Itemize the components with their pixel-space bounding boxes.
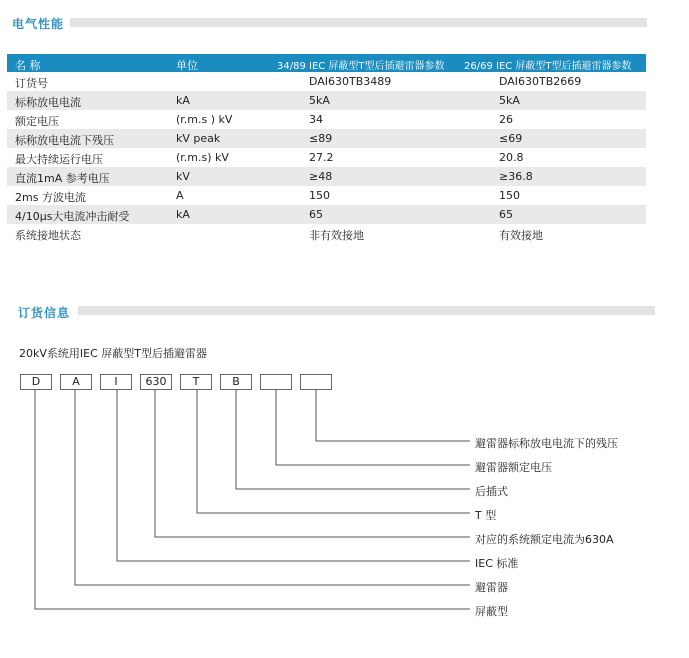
cell-unit: (r.m.s ) kV — [176, 113, 233, 126]
code-box-d: D — [20, 374, 52, 390]
connector-line — [35, 390, 470, 609]
cell-value-2669: DAI630TB2669 — [499, 75, 582, 88]
header-name: 名 称 — [15, 59, 41, 72]
ordering-section-title: 订货信息 — [18, 306, 71, 320]
cell-name: 直流1mA 参考电压 — [15, 172, 110, 185]
cell-unit: A — [176, 189, 184, 202]
cell-unit: kV — [176, 170, 190, 183]
connector-line — [236, 390, 470, 489]
legend-label: 避雷器 — [475, 581, 508, 594]
cell-name: 标称放电电流 — [15, 96, 81, 109]
connector-line — [197, 390, 470, 513]
cell-value-3489: DAI630TB3489 — [309, 75, 392, 88]
cell-value-2669: 有效接地 — [499, 229, 543, 242]
connector-line — [155, 390, 470, 537]
legend-label: 避雷器标称放电电流下的残压 — [475, 437, 618, 450]
cell-value-3489: 65 — [309, 208, 323, 221]
cell-value-3489: ≥48 — [309, 170, 333, 183]
cell-unit: (r.m.s) kV — [176, 151, 229, 164]
cell-value-2669: 26 — [499, 113, 513, 126]
legend-label: 对应的系统额定电流为630A — [475, 533, 614, 546]
cell-value-3489: 非有效接地 — [309, 229, 364, 242]
cell-value-2669: 5kA — [499, 94, 520, 107]
cell-value-2669: 20.8 — [499, 151, 524, 164]
cell-unit: kA — [176, 208, 190, 221]
cell-name: 订货号 — [15, 77, 48, 90]
cell-name: 系统接地状态 — [15, 229, 81, 242]
code-box-t: T — [180, 374, 212, 390]
cell-unit: kV peak — [176, 132, 221, 145]
code-box-voltage — [260, 374, 292, 390]
connector-line — [75, 390, 470, 585]
cell-name: 4/10μs大电流冲击耐受 — [15, 210, 130, 223]
legend-label: 屏蔽型 — [475, 605, 508, 618]
code-box-i: I — [100, 374, 132, 390]
cell-value-3489: 27.2 — [309, 151, 334, 164]
connector-line — [276, 390, 470, 465]
header-2669: 26/69 IEC 屏蔽型T型后插避雷器参数 — [464, 61, 632, 72]
cell-value-3489: ≤89 — [309, 132, 333, 145]
cell-unit: kA — [176, 94, 190, 107]
code-box-residual — [300, 374, 332, 390]
code-box-a: A — [60, 374, 92, 390]
code-box-b: B — [220, 374, 252, 390]
ordering-subtitle: 20kV系统用IEC 屏蔽型T型后插避雷器 — [19, 347, 207, 360]
connector-line — [117, 390, 470, 561]
legend-label: 后插式 — [475, 485, 508, 498]
connector-line — [316, 390, 470, 441]
header-3489: 34/89 IEC 屏蔽型T型后插避雷器参数 — [277, 61, 445, 72]
cell-value-3489: 150 — [309, 189, 330, 202]
legend-label: T 型 — [475, 509, 497, 522]
cell-value-3489: 5kA — [309, 94, 330, 107]
legend-label: 避雷器额定电压 — [475, 461, 552, 474]
header-unit: 单位 — [176, 59, 198, 72]
cell-value-2669: 65 — [499, 208, 513, 221]
electrical-section-title: 电气性能 — [12, 17, 65, 31]
cell-name: 标称放电电流下残压 — [15, 134, 114, 147]
legend-label: IEC 标准 — [475, 557, 519, 570]
code-box-630: 630 — [140, 374, 172, 390]
cell-value-2669: ≥36.8 — [499, 170, 533, 183]
cell-value-2669: ≤69 — [499, 132, 523, 145]
cell-name: 2ms 方波电流 — [15, 191, 86, 204]
cell-value-3489: 34 — [309, 113, 323, 126]
cell-name: 最大持续运行电压 — [15, 153, 103, 166]
cell-value-2669: 150 — [499, 189, 520, 202]
cell-name: 额定电压 — [15, 115, 59, 128]
